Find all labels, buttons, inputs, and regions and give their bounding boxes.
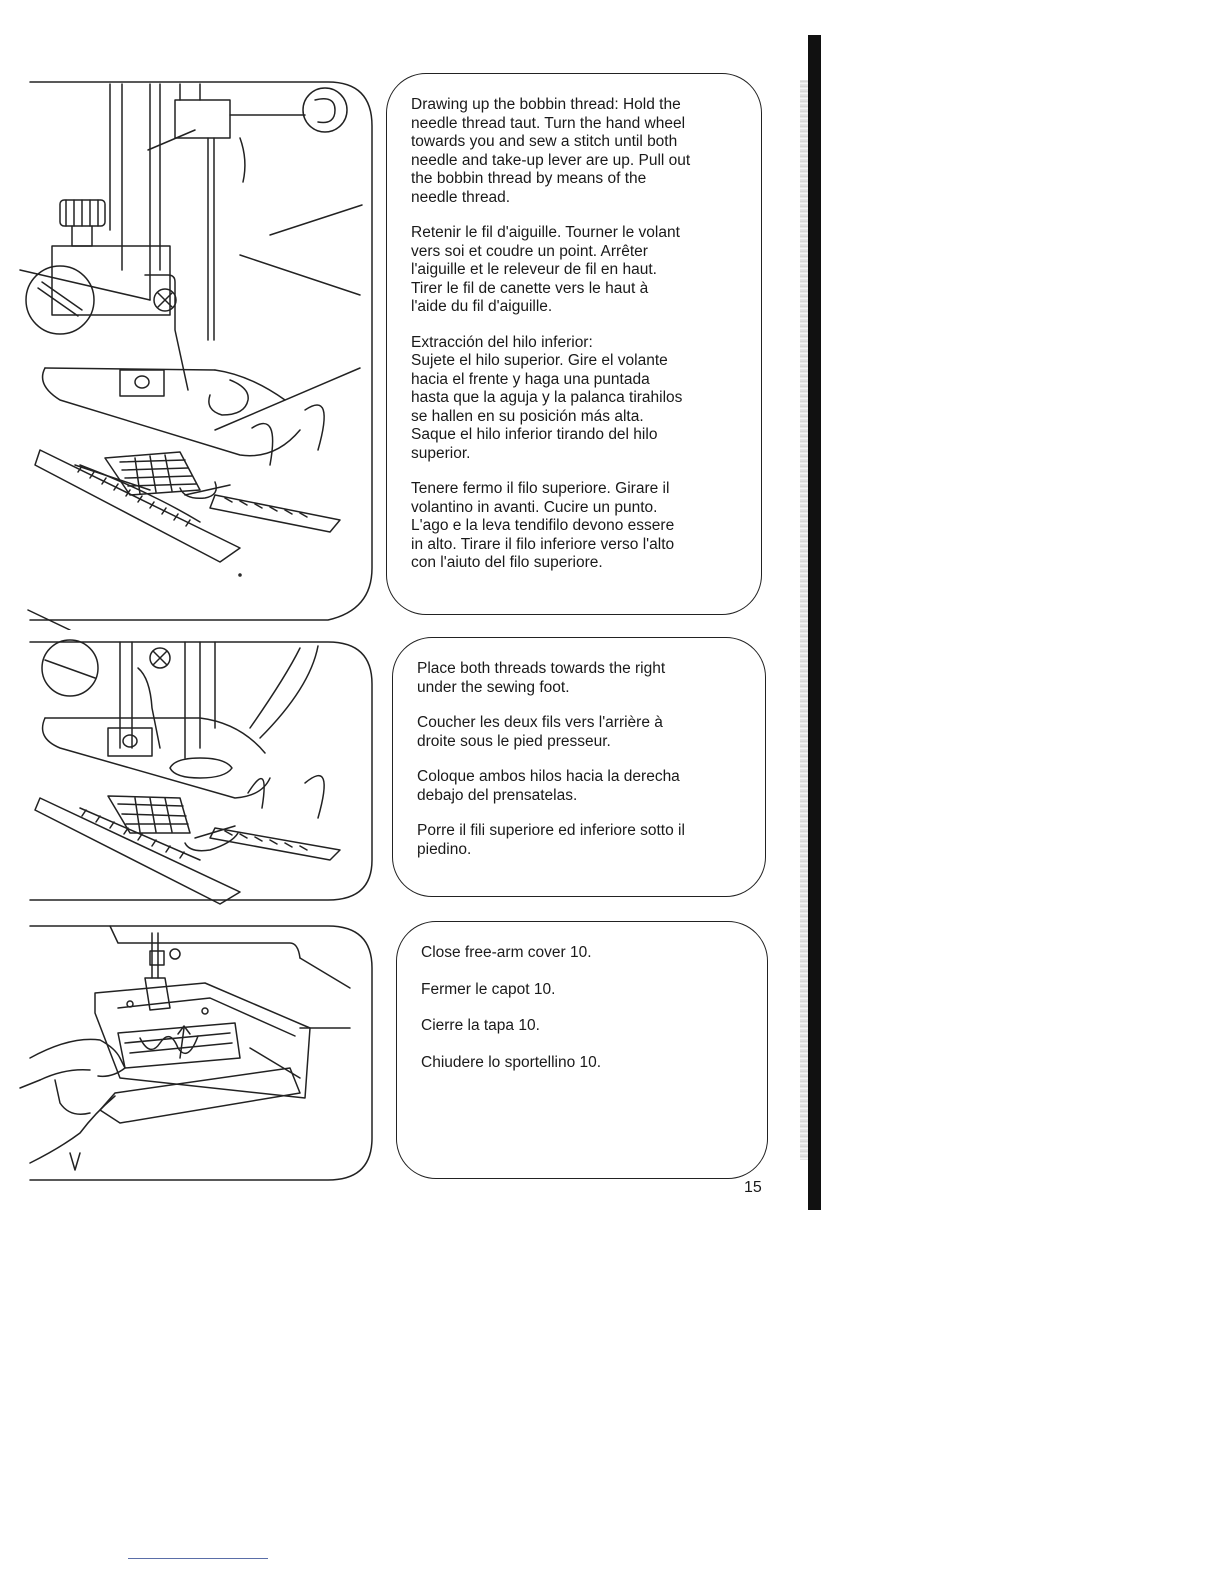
scan-edge-fringe	[800, 80, 808, 1160]
footer-rule	[128, 1558, 268, 1559]
paragraph-spanish: Extracción del hilo inferior: Sujete el hilo superior. Gire el volante hacia el frente y haga una puntada hasta que la aguja y la palanca tirahilos se hallen en su posición más alta. Saque el hilo inferior tirando del hilo superior.	[411, 333, 683, 462]
instruction-box-close-cover	[396, 921, 768, 1179]
paragraph-italian: Porre il fili superiore ed inferiore sotto il piedino.	[417, 822, 685, 858]
page-number: 15	[744, 1179, 762, 1196]
instruction-box-bobbin-thread	[386, 73, 762, 615]
instruction-box-threads-right	[392, 637, 766, 897]
paragraph-spanish: Cierre la tapa 10.	[421, 1017, 540, 1034]
paragraph-english: Close free-arm cover 10.	[421, 944, 592, 961]
illustration-bobbin-thread	[0, 70, 380, 630]
scan-edge-bar	[808, 35, 821, 1210]
illustration-threads-right	[0, 638, 380, 910]
paragraph-french: Retenir le fil d'aiguille. Tourner le volant vers soi et coudre un point. Arrêter l'aiguille et le releveur de fil en haut. Tirer le fil de canette vers le haut à l'aide du fil d'aiguille.	[411, 224, 680, 315]
paragraph-french: Coucher les deux fils vers l'arrière à droite sous le pied presseur.	[417, 714, 663, 750]
paragraph-spanish: Coloque ambos hilos hacia la derecha debajo del prensatelas.	[417, 768, 680, 804]
paragraph-french: Fermer le capot 10.	[421, 980, 556, 998]
paragraph-italian: Chiudere lo sportellino 10.	[421, 1053, 602, 1071]
paragraph-italian: Tenere fermo il filo superiore. Girare il volantino in avanti. Cucire un punto. L'ago e la leva tendifilo devono essere in alto. Tirare il filo inferiore verso l'alto con l'aiuto del filo superiore.	[411, 480, 675, 571]
paragraph-english: Place both threads towards the right under the sewing foot.	[417, 660, 666, 696]
illustration-close-cover	[0, 918, 380, 1190]
paragraph-english: Drawing up the bobbin thread: Hold the needle thread taut. Turn the hand wheel towards you and sew a stitch until both needle and take-up lever are up. Pull out the bobbin thread by means of the needle thread.	[411, 96, 691, 206]
